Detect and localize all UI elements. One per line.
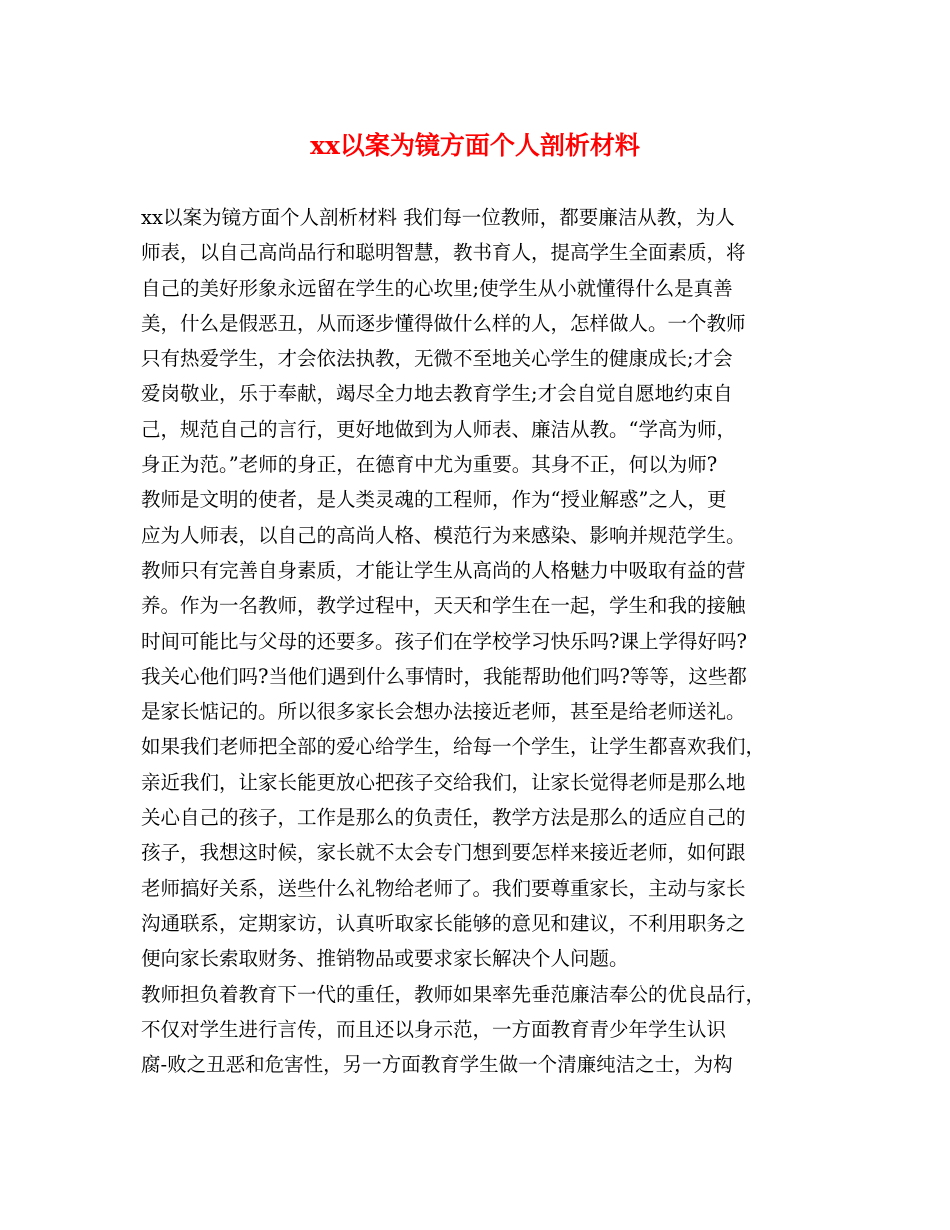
body-line: 时间可能比与父母的还要多。孩子们在学校学习快乐吗?课上学得好吗? <box>141 629 747 653</box>
body-line: 教师担负着教育下一代的重任，教师如果率先垂范廉洁奉公的优良品行， <box>141 982 766 1006</box>
body-line: 教师只有完善自身素质，才能让学生从高尚的人格魅力中吸取有益的营 <box>141 558 746 582</box>
body-line: 是家长惦记的。所以很多家长会想办法接近老师，甚至是给老师送礼。 <box>141 700 746 724</box>
body-line: 老师搞好关系，送些什么礼物给老师了。我们要尊重家长，主动与家长 <box>141 876 746 900</box>
body-line: 己，规范自己的言行，更好地做到为人师表、廉洁从教。“学高为师， <box>141 417 736 441</box>
body-line: 关心自己的孩子，工作是那么的负责任，教学方法是那么的适应自己的 <box>141 806 746 830</box>
body-line: 便向家长索取财务、推销物品或要求家长解决个人问题。 <box>141 947 629 971</box>
body-line: 自己的美好形象永远留在学生的心坎里;使学生从小就懂得什么是真善 <box>141 276 733 300</box>
document-body <box>141 200 831 1082</box>
document-title: xx以案为镜方面个人剖析材料 <box>310 131 640 160</box>
body-line: 身正为范。”老师的身正，在德育中尤为重要。其身不正，何以为师? <box>141 453 718 477</box>
body-line: 应为人师表，以自己的高尚人格、模范行为来感染、影响并规范学生。 <box>141 523 746 547</box>
body-line: 沟通联系，定期家访，认真听取家长能够的意见和建议，不利用职务之 <box>141 911 746 935</box>
body-line: 亲近我们，让家长能更放心把孩子交给我们，让家长觉得老师是那么地 <box>141 770 746 794</box>
body-line: 养。作为一名教师，教学过程中，天天和学生在一起，学生和我的接触 <box>141 594 746 618</box>
body-line: 美，什么是假恶丑，从而逐步懂得做什么样的人，怎样做人。一个教师 <box>141 311 746 335</box>
body-line: 我关心他们吗?当他们遇到什么事情时，我能帮助他们吗?等等，这些都 <box>141 664 747 688</box>
body-line: 不仅对学生进行言传，而且还以身示范，一方面教育青少年学生认识 <box>141 1017 727 1041</box>
body-line: 如果我们老师把全部的爱心给学生，给每一个学生，让学生都喜欢我们， <box>141 735 766 759</box>
body-line: 只有热爱学生，才会依法执教，无微不至地关心学生的健康成长;才会 <box>141 347 733 371</box>
body-line: 教师是文明的使者，是人类灵魂的工程师，作为“授业解惑”之人，更 <box>141 488 727 512</box>
body-line: xx以案为镜方面个人剖析材料 我们每一位教师，都要廉洁从教，为人 <box>141 206 735 229</box>
body-line: 孩子，我想这时候，家长就不太会专门想到要怎样来接近老师，如何跟 <box>141 841 746 865</box>
body-line: 腐-败之丑恶和危害性，另一方面教育学生做一个清廉纯洁之士，为构 <box>141 1053 733 1077</box>
body-line: 师表，以自己高尚品行和聪明智慧，教书育人，提高学生全面素质，将 <box>141 241 746 265</box>
body-line: 爱岗敬业，乐于奉献，竭尽全力地去教育学生;才会自觉自愿地约束自 <box>141 382 733 406</box>
